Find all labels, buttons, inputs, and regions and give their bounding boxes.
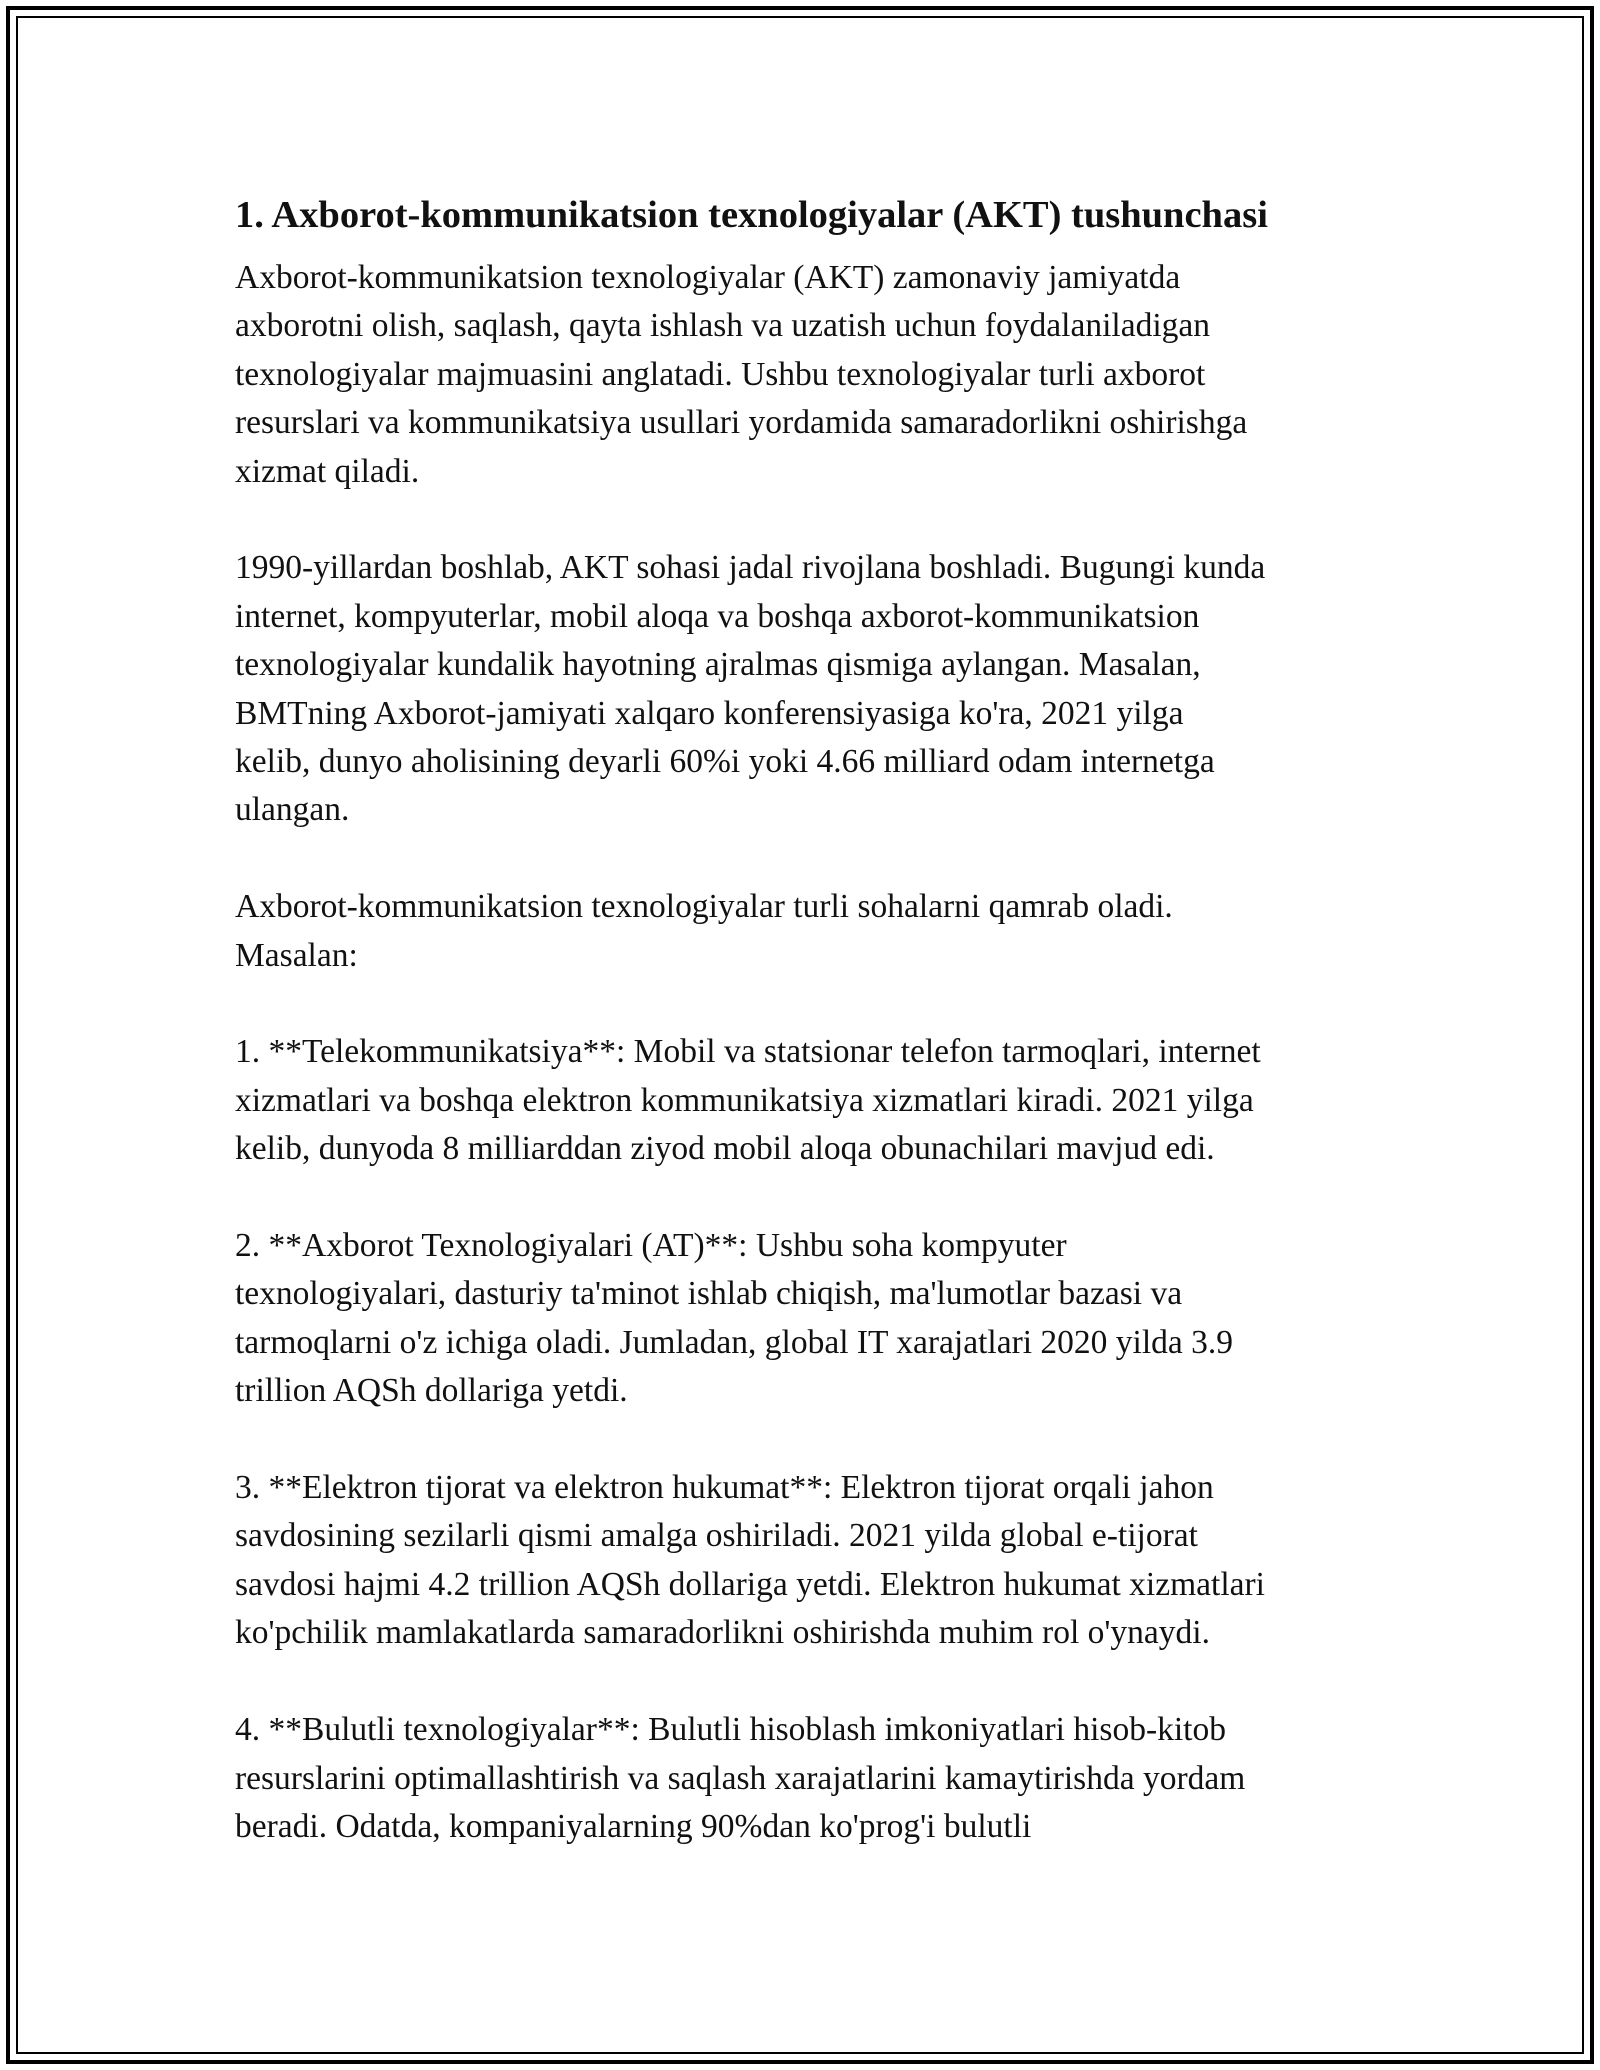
text-line: texnologiyalar majmuasini anglatadi. Ushbu texnologiyalar turli axborot [235,355,1206,393]
text-line: 4. **Bulutli texnologiyalar**: Bulutli hisoblash imkoniyatlari hisob-kitob [235,1711,1226,1749]
text-line: ulangan. [235,791,350,829]
text-line: resurslari va kommunikatsiya usullari yordamida samaradorlikni oshirishga [235,404,1248,442]
text-line: savdosining sezilarli qismi amalga oshiriladi. 2021 yilda global e-tijorat [235,1517,1198,1555]
text-line: trillion AQSh dollariga yetdi. [235,1372,628,1410]
paragraph-intro [235,254,1375,496]
text-line: kelib, dunyo aholisining deyarli 60%i yoki 4.66 milliard odam internetga [235,743,1215,781]
list-item-cloud [235,1706,1375,1851]
paragraph-areas-intro [235,883,1375,980]
paragraph-history [235,544,1375,834]
text-line: 1990-yillardan boshlab, AKT sohasi jadal rivojlana boshladi. Bugungi kunda [235,549,1266,587]
text-line: texnologiyalari, dasturiy ta'minot ishlab chiqish, ma'lumotlar bazasi va [235,1275,1183,1313]
text-line: savdosi hajmi 4.2 trillion AQSh dollariga yetdi. Elektron hukumat xizmatlari [235,1565,1265,1603]
text-line: tarmoqlarni o'z ichiga oladi. Jumladan, global IT xarajatlari 2020 yilda 3.9 [235,1323,1234,1361]
list-item-it [235,1222,1375,1416]
text-line: xizmatlari va boshqa elektron kommunikatsiya xizmatlari kiradi. 2021 yilga [235,1081,1254,1119]
text-line: beradi. Odatda, kompaniyalarning 90%dan ko'prog'i bulutli [235,1807,1032,1845]
text-line: Axborot-kommunikatsion texnologiyalar turli sohalarni qamrab oladi. [235,888,1173,926]
text-line: texnologiyalar kundalik hayotning ajralmas qismiga aylangan. Masalan, [235,646,1201,684]
section-heading: 1. Axborot-kommunikatsion texnologiyalar (AKT) tushunchasi [235,194,1268,236]
text-line: resurslarini optimallashtirish va saqlash xarajatlarini kamaytirishda yordam [235,1759,1246,1797]
document-body [235,188,1375,1900]
text-line: internet, kompyuterlar, mobil aloqa va boshqa axborot-kommunikatsion [235,597,1200,635]
text-line: 1. **Telekommunikatsiya**: Mobil va statsionar telefon tarmoqlari, internet [235,1033,1261,1071]
text-line: BMTning Axborot-jamiyati xalqaro konferensiyasiga ko'ra, 2021 yilga [235,694,1184,732]
text-line: Axborot-kommunikatsion texnologiyalar (AKT) zamonaviy jamiyatda [235,259,1181,296]
text-line: Masalan: [235,936,358,974]
text-line: kelib, dunyoda 8 milliarddan ziyod mobil aloqa obunachilari mavjud edi. [235,1130,1215,1168]
text-line: xizmat qiladi. [235,452,420,490]
text-line: 2. **Axborot Texnologiyalari (AT)**: Ushbu soha kompyuter [235,1227,1067,1265]
list-item-ecommerce [235,1464,1375,1658]
text-line: axborotni olish, saqlash, qayta ishlash va uzatish uchun foydalaniladigan [235,307,1211,345]
text-line: 3. **Elektron tijorat va elektron hukumat**: Elektron tijorat orqali jahon [235,1469,1214,1507]
list-item-telecom [235,1028,1375,1173]
text-line: ko'pchilik mamlakatlarda samaradorlikni oshirishda muhim rol o'ynaydi. [235,1614,1210,1652]
